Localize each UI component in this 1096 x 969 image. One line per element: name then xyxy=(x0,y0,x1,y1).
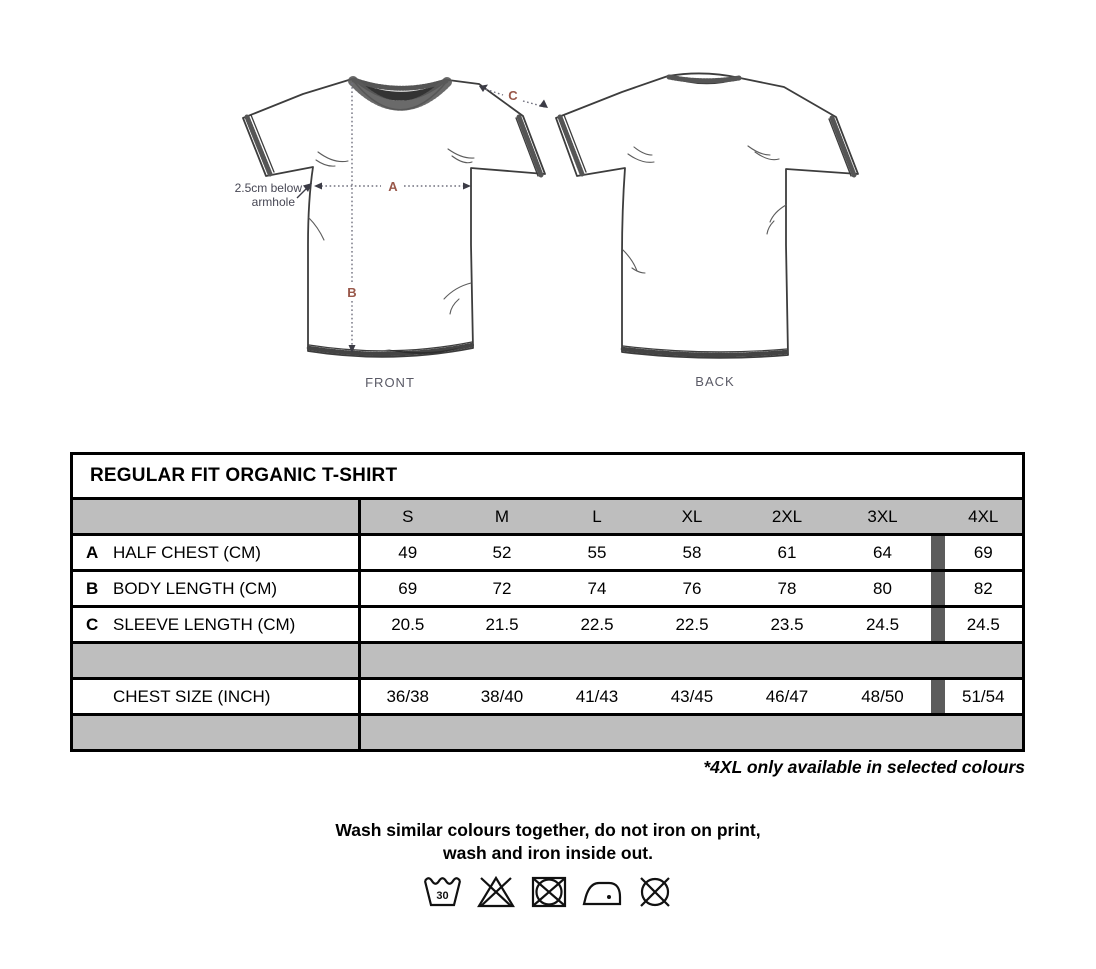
back-shirt-outline xyxy=(556,73,858,357)
value-cell: 80 xyxy=(835,571,931,607)
value-cell: 41/43 xyxy=(550,679,645,715)
value-cell: 36/38 xyxy=(360,679,455,715)
care-line-1: Wash similar colours together, do not iron on print, xyxy=(335,820,761,840)
size-chart-table xyxy=(70,452,1025,752)
wash-temp-label: 30 xyxy=(435,890,449,902)
value-cell: 20.5 xyxy=(360,607,455,643)
spacer-row xyxy=(72,715,1024,751)
value-cell-4xl: 82 xyxy=(945,571,1024,607)
table-title: REGULAR FIT ORGANIC T-SHIRT xyxy=(90,465,398,486)
table-row-chest-size-inch xyxy=(72,679,1024,715)
armhole-note-line1: 2.5cm below xyxy=(234,181,302,195)
measure-key: C xyxy=(86,614,99,634)
column-separator xyxy=(931,643,945,679)
4xl-availability-note: *4XL only available in selected colours xyxy=(703,757,1025,777)
wash-at-30-icon xyxy=(422,874,463,910)
measure-label: BODY LENGTH (CM) xyxy=(113,578,278,598)
value-cell: 72 xyxy=(455,571,550,607)
value-cell-4xl: 69 xyxy=(945,535,1024,571)
value-cell: 46/47 xyxy=(740,679,835,715)
value-cell-4xl: 51/54 xyxy=(945,679,1024,715)
table-row-sleeve-length xyxy=(72,607,1024,643)
tshirt-measurement-diagram xyxy=(0,0,1096,445)
value-cell: 22.5 xyxy=(550,607,645,643)
spacer-row xyxy=(72,643,1024,679)
measure-label: SLEEVE LENGTH (CM) xyxy=(113,614,296,634)
care-symbols-row xyxy=(0,874,1096,910)
value-cell: 21.5 xyxy=(455,607,550,643)
front-shirt-outline xyxy=(243,79,545,357)
value-cell: 69 xyxy=(360,571,455,607)
value-cell: 74 xyxy=(550,571,645,607)
size-header-row xyxy=(72,499,1024,535)
iron-low-icon xyxy=(582,876,622,908)
column-separator xyxy=(931,679,945,715)
do-not-dry-clean-icon xyxy=(636,874,674,910)
measure-b-label: B xyxy=(347,285,357,300)
spacer-cell xyxy=(945,643,1024,679)
size-header-l: L xyxy=(550,499,645,535)
size-header-m: M xyxy=(455,499,550,535)
row-label-cell xyxy=(72,607,360,643)
size-header-2xl: 2XL xyxy=(740,499,835,535)
size-header-xl: XL xyxy=(645,499,740,535)
armhole-note-line2: armhole xyxy=(251,195,295,209)
care-line-2: wash and iron inside out. xyxy=(442,843,654,863)
corner-cell xyxy=(72,499,360,535)
spacer-cell xyxy=(945,715,1024,751)
value-cell: 55 xyxy=(550,535,645,571)
value-cell: 78 xyxy=(740,571,835,607)
value-cell: 22.5 xyxy=(645,607,740,643)
spacer-cell xyxy=(72,715,360,751)
front-shirt-drawing xyxy=(243,79,545,357)
do-not-bleach-icon xyxy=(477,874,515,910)
row-label-cell: CHEST SIZE (INCH) xyxy=(72,679,360,715)
value-cell-4xl: 24.5 xyxy=(945,607,1024,643)
measure-c-label: C xyxy=(508,88,518,103)
size-header-4xl: 4XL xyxy=(945,499,1024,535)
measure-key: A xyxy=(86,542,99,562)
column-separator xyxy=(931,715,945,751)
spacer-cell xyxy=(360,643,931,679)
value-cell: 49 xyxy=(360,535,455,571)
size-header-3xl: 3XL xyxy=(835,499,931,535)
back-view-label: BACK xyxy=(695,374,735,389)
spacer-cell xyxy=(360,715,931,751)
value-cell: 61 xyxy=(740,535,835,571)
row-label-cell xyxy=(72,535,360,571)
value-cell: 23.5 xyxy=(740,607,835,643)
column-separator xyxy=(931,499,945,535)
front-view-label: FRONT xyxy=(365,375,415,390)
back-shirt-drawing xyxy=(556,73,858,357)
value-cell: 48/50 xyxy=(835,679,931,715)
spacer-cell xyxy=(72,643,360,679)
value-cell: 64 xyxy=(835,535,931,571)
table-row-half-chest xyxy=(72,535,1024,571)
row-label-cell xyxy=(72,571,360,607)
value-cell: 76 xyxy=(645,571,740,607)
column-separator xyxy=(931,571,945,607)
value-cell: 38/40 xyxy=(455,679,550,715)
column-separator xyxy=(931,607,945,643)
column-separator xyxy=(931,535,945,571)
care-instructions-text xyxy=(0,819,1096,865)
measure-label: HALF CHEST (CM) xyxy=(113,542,261,562)
value-cell: 43/45 xyxy=(645,679,740,715)
table-row-body-length xyxy=(72,571,1024,607)
value-cell: 24.5 xyxy=(835,607,931,643)
value-cell: 52 xyxy=(455,535,550,571)
do-not-tumble-dry-icon xyxy=(530,874,568,910)
table-title-row xyxy=(72,454,1024,499)
measure-key: B xyxy=(86,578,99,598)
measure-a-label: A xyxy=(388,179,398,194)
size-header-s: S xyxy=(360,499,455,535)
value-cell: 58 xyxy=(645,535,740,571)
